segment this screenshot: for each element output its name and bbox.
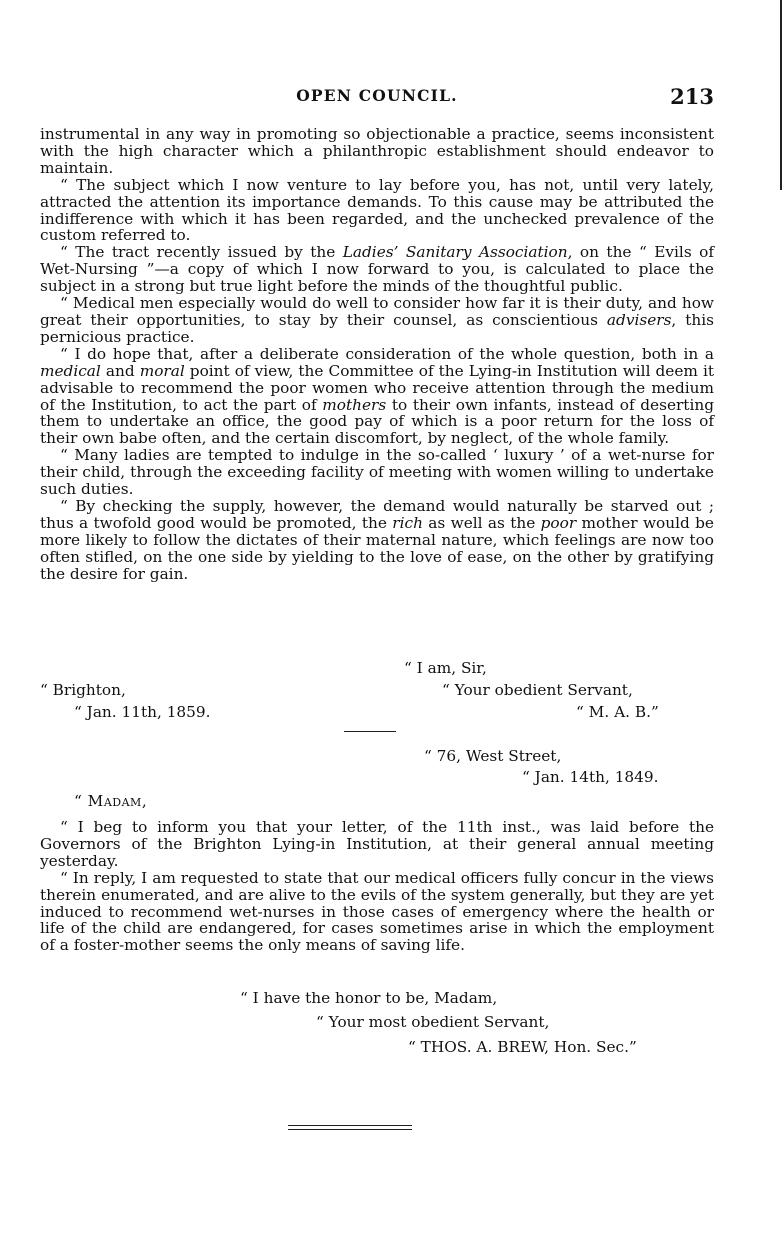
signature-line: “ THOS. A. BREW, Hon. Sec.”: [408, 1038, 637, 1056]
running-head: [40, 84, 714, 114]
letter-one-paragraph: “ The tract recently issued by the Ladies’ Sanitary Association, on the “ Evils of Wet-Nursing ”—a copy of which I now forward to you, is calculated to place the subject in a strong but true light before the minds of the thoughtful public.: [40, 243, 714, 296]
closing-line: “ Your obedient Servant,: [442, 681, 633, 699]
address-line: “ 76, West Street,: [424, 747, 562, 765]
page-edge-rule: [780, 0, 782, 190]
continuation-paragraph: instrumental in any way in promoting so objectionable a practice, seems inconsistent with the high character which a philanthropic establishment should endeavor to maintain.: [40, 125, 714, 177]
italic-text: advisers: [606, 310, 672, 329]
italic-text: mothers: [322, 395, 387, 414]
place-line: “ Brighton,: [40, 681, 126, 699]
date-line: “ Jan. 14th, 1849.: [522, 768, 659, 786]
running-title: OPEN COUNCIL.: [296, 86, 458, 105]
letter-two-body: [40, 819, 714, 954]
italic-text: poor: [540, 513, 577, 532]
section-divider: [344, 731, 396, 732]
italic-text: medical: [40, 361, 101, 380]
signature-line: “ M. A. B.”: [576, 703, 659, 721]
salutation: “ Madam,: [74, 792, 148, 810]
italic-text: moral: [139, 361, 185, 380]
italic-text: rich: [392, 513, 423, 532]
page-number: 213: [670, 84, 714, 109]
letter-one-paragraph: “ I do hope that, after a deliberate consideration of the whole question, both in a medical and moral point of view, the Committee of the Lying-in Institution will deem it advisable to recommend the poor women who receive attention through the medium of the Institution, to act the part of mothers to their own infants, instead of deserting them to undertake an office, the good pay of which is a poor return for the loss of their own babe often, and the certain discomfort, by neglect, of the whole family.: [40, 344, 714, 448]
closing-line: “ Your most obedient Servant,: [316, 1013, 550, 1031]
letter-one-paragraph: “ The subject which I now venture to lay before you, has not, until very lately, attracted the attention its importance demands. To this cause may be attributed the indifference with which it has been regarded, and the unchecked prevalence of the custom referred to.: [40, 175, 714, 245]
closing-line: “ I have the honor to be, Madam,: [240, 989, 498, 1007]
letter-two-paragraph: “ I beg to inform you that your letter, of the 11th inst., was laid before the Governors of the Brighton Lying-in Institution, at their general annual meeting yesterday.: [40, 818, 714, 870]
date-line: “ Jan. 11th, 1859.: [74, 703, 211, 721]
letter-one-body: [40, 126, 714, 582]
letter-one-paragraph: “ Medical men especially would do well to consider how far it is their duty, and how great their opportunities, to stay by their counsel, as conscientious advisers, this pernicious practice.: [40, 294, 714, 346]
letter-two-paragraph: “ In reply, I am requested to state that our medical officers fully concur in the views therein enumerated, and are alive to the evils of the system generally, but they are yet induced to recommend wet-nurses in those cases of emergency where the health or life of the child are endangered, for cases sometimes arise in which the employment of a foster-mother seems the only means of saving life.: [40, 868, 714, 955]
end-rule-bottom: [288, 1129, 412, 1130]
end-rule-top: [288, 1125, 412, 1126]
italic-text: Ladies’ Sanitary Association: [342, 243, 568, 262]
closing-line: “ I am, Sir,: [404, 659, 487, 677]
letter-one-paragraph: “ By checking the supply, however, the demand would naturally be starved out ; thus a twofold good would be promoted, the rich as well as the poor mother would be more likely to follow the dictates of their maternal nature, which feelings are now too often stifled, on the one side by yielding to the love of ease, on the other by gratifying the desire for gain.: [40, 496, 714, 583]
letter-one-paragraph: “ Many ladies are tempted to indulge in the so-called ‘ luxury ’ of a wet-nurse for their child, through the exceeding facility of meeting with women willing to undertake such duties.: [40, 446, 714, 499]
